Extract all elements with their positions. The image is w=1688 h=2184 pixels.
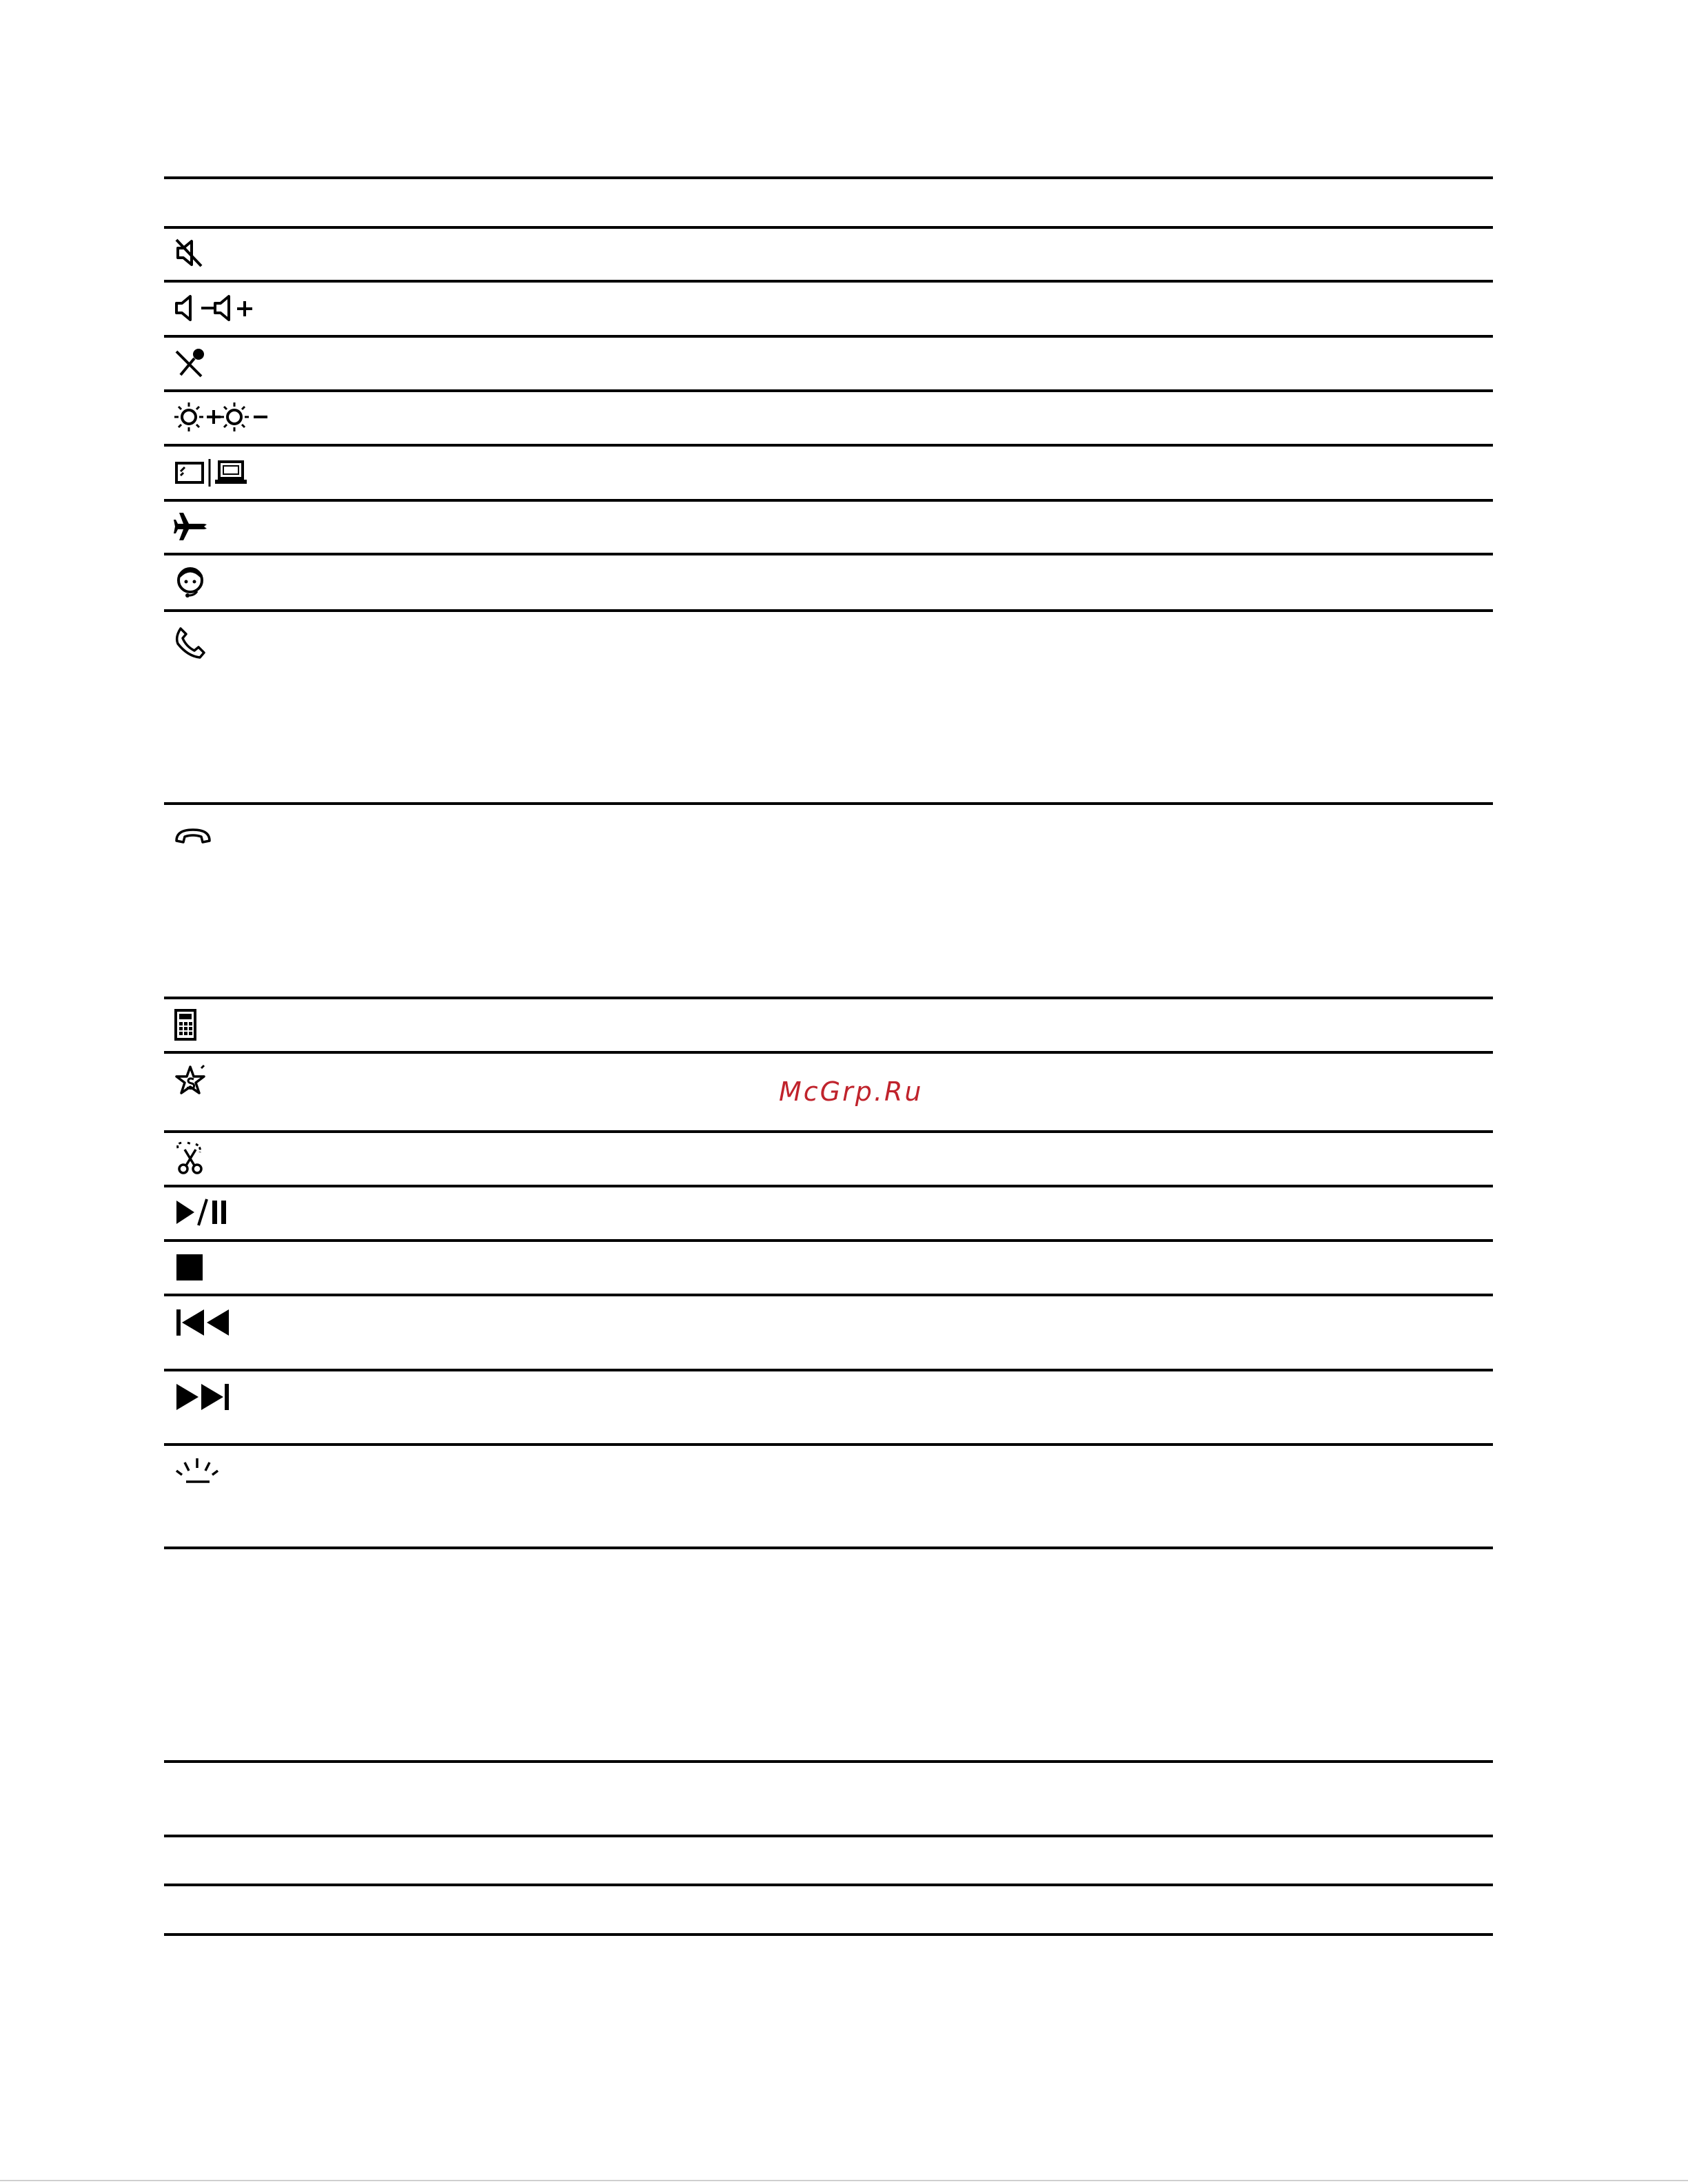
row-divider	[164, 1443, 1493, 1446]
snipping-tool-icon	[174, 1141, 208, 1176]
row-divider	[164, 1294, 1493, 1296]
row-divider	[164, 553, 1493, 555]
table-header-rule	[164, 226, 1493, 229]
page-bottom-edge	[0, 2180, 1688, 2181]
table-bottom-rule	[164, 1547, 1493, 1549]
speaker-mute-icon	[174, 237, 205, 269]
row-divider	[164, 335, 1493, 338]
row-divider	[164, 499, 1493, 502]
table-top-rule	[164, 176, 1493, 179]
row-divider	[164, 444, 1493, 447]
brightness-up-down-icon	[174, 400, 270, 434]
row-divider	[164, 802, 1493, 805]
phone-answer-icon	[174, 626, 208, 660]
row-divider	[164, 1239, 1493, 1242]
row-divider	[164, 997, 1493, 999]
calculator-icon	[174, 1009, 197, 1041]
row-divider	[164, 1130, 1493, 1133]
phone-hang-up-icon	[174, 826, 212, 846]
row-divider	[164, 1884, 1493, 1886]
previous-track-icon	[174, 1307, 232, 1338]
favorite-app-icon	[174, 1064, 208, 1099]
volume-down-up-icon	[174, 292, 263, 324]
row-divider	[164, 1185, 1493, 1187]
table-header-rule	[164, 1835, 1493, 1837]
play-pause-icon	[174, 1196, 232, 1228]
airplane-mode-icon	[174, 510, 208, 543]
watermark-text: McGrp.Ru	[779, 1076, 924, 1107]
row-divider	[164, 1369, 1493, 1371]
table-bottom-rule	[164, 1933, 1493, 1936]
display-mode-switch-icon	[174, 458, 250, 488]
row-divider	[164, 1051, 1493, 1054]
row-divider	[164, 280, 1493, 283]
row-divider	[164, 389, 1493, 392]
microphone-mute-icon	[174, 346, 208, 380]
row-divider	[164, 609, 1493, 612]
stop-icon	[174, 1252, 205, 1283]
table-top-rule	[164, 1760, 1493, 1763]
keyboard-backlight-icon	[174, 1456, 222, 1489]
next-track-icon	[174, 1381, 232, 1413]
virtual-assistant-icon	[174, 564, 207, 600]
